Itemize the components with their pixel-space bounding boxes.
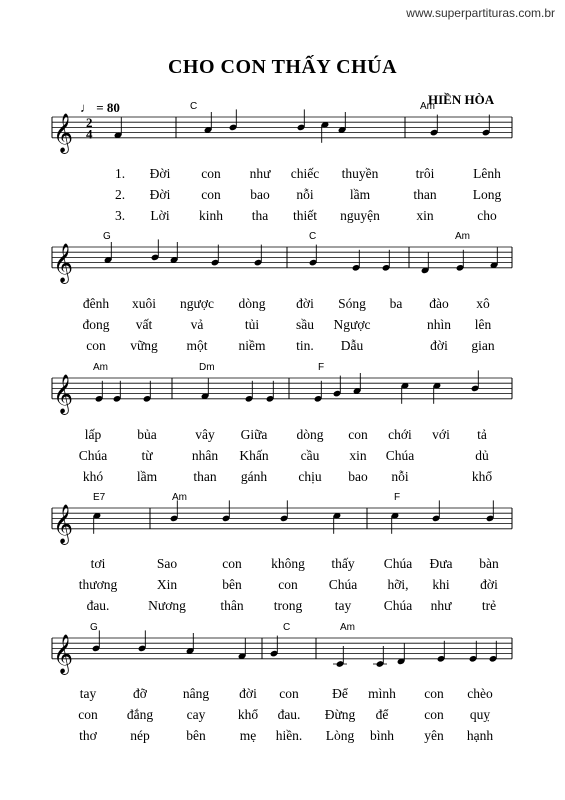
lyric-syllable: chiếc [290,166,320,181]
lyric-syllable: bủa [137,427,157,442]
lyric-syllable: tin. [296,338,314,353]
lyric-syllable: nỗi [296,187,314,202]
lyric-syllable: Xin [156,577,178,592]
chord-symbol: Am [340,622,355,633]
lyric-syllable: dủ [475,448,489,463]
lyric-syllable: bình [369,728,395,743]
lyric-syllable: mình [368,686,396,701]
lyric-syllable: đào [429,296,449,311]
lyric-syllable: Ngược [333,317,371,332]
lyric-syllable: đắng [126,707,154,722]
lyric-syllable: yên [424,728,444,743]
lyric-syllable: vững [130,338,158,353]
lyric-syllable: vây [195,427,215,442]
lyric-syllable: trong [273,598,303,613]
lyric-syllable: thân [220,598,244,613]
lyric-syllable: con [348,427,368,442]
lyric-syllable: bao [348,469,368,484]
lyric-syllable: nâng [182,686,210,701]
lyric-syllable: với [432,427,450,442]
lyric-syllable: hỡi, [387,577,409,592]
lyric-syllable: đời [296,296,314,311]
lyric-syllable: để [375,707,389,722]
lyric-syllable: cầu [300,448,320,463]
lyric-syllable: trôi [415,166,435,181]
chord-symbol: C [283,622,291,633]
lyric-syllable: ba [389,296,403,311]
lyric-syllable: Sóng [338,296,366,311]
chord-symbol: F [394,492,401,503]
lyric-syllable: bàn [479,556,499,571]
lyric-syllable: sầu [296,317,314,332]
lyric-syllable: tủi [244,317,260,332]
tempo-value: = 80 [96,100,120,115]
lyric-syllable: xin [416,208,434,223]
lyric-syllable: xuôi [131,296,157,311]
lyric-syllable: tay [79,686,97,701]
lyric-syllable: than [413,187,437,202]
lyric-syllable: dòng [296,427,324,442]
lyric-syllable: đau. [277,707,301,722]
lyric-syllable: con [278,577,298,592]
lyric-syllable: cho [477,208,497,223]
lyric-syllable: Chúa [78,448,108,463]
lyric-syllable: đênh [82,296,110,311]
lyric-syllable: con [78,707,98,722]
lyric-syllable: 1. [114,166,126,181]
lyric-syllable: hạnh [466,728,494,743]
lyric-syllable: trẻ [481,598,497,613]
lyric-syllable: quỵ [469,707,491,722]
lyric-syllable: Nương [148,598,186,613]
lyric-syllable: nguyện [340,208,380,223]
lyric-syllable: vất [135,317,153,332]
lyric-syllable: con [86,338,106,353]
lyric-syllable: than [193,469,217,484]
chord-symbol: C [190,101,198,112]
lyric-syllable: khổ [471,469,493,484]
lyric-syllable: nhìn [426,317,452,332]
lyric-syllable: khó [82,469,104,484]
lyric-syllable: nỗi [391,469,409,484]
lyric-syllable: Lời [150,208,170,223]
lyric-syllable: tha [251,208,269,223]
composer-name: HIỀN HÒA [428,92,495,107]
time-signature-top: 2 [86,114,93,130]
treble-clef-icon: 𝄞 [53,112,74,153]
lyric-syllable: tả [477,427,487,442]
lyric-syllable: Chúa [328,577,358,592]
lyric-syllable: Đưa [429,556,453,571]
lyric-syllable: 2. [114,187,126,202]
lyric-syllable: Khấn [239,448,269,463]
lyric-syllable: bao [250,187,270,202]
chord-symbol: Am [420,101,435,112]
lyric-syllable: con [424,707,444,722]
lyric-syllable: khổ [237,707,259,722]
lyric-syllable: một [186,338,208,353]
lyric-syllable: đỡ [133,686,147,701]
lyric-syllable: nhân [191,448,219,463]
treble-clef-icon: 𝄞 [53,373,74,414]
quarter-note-icon: ♩ [80,100,93,115]
lyric-syllable: Chúa [383,556,413,571]
lyric-syllable: Chúa [383,598,413,613]
chord-symbol: G [90,622,98,633]
song-title: CHO CON THẤY CHÚA [167,56,398,78]
lyric-syllable: tơi [90,556,106,571]
lyric-syllable: lấp [84,427,102,442]
lyric-syllable: ngược [180,296,214,311]
lyric-syllable: niềm [238,338,266,353]
lyric-syllable: đau. [86,598,110,613]
lyric-syllable: lầm [349,187,371,202]
lyric-syllable: nép [130,728,150,743]
lyric-syllable: con [279,686,299,701]
lyric-syllable: gánh [240,469,268,484]
lyric-syllable: cay [186,707,206,722]
lyric-syllable: xin [349,448,367,463]
lyric-syllable: thơ [79,728,97,743]
website-watermark: www.superpartituras.com.br [406,6,555,20]
lyric-syllable: mẹ [239,728,257,743]
lyric-syllable: xô [476,296,490,311]
lyric-syllable: bên [186,728,206,743]
lyric-syllable: vả [190,317,204,332]
lyric-syllable: chới [388,427,412,442]
lyric-syllable: Để [332,686,348,701]
lyric-syllable: chèo [467,686,493,701]
lyric-syllable: từ [141,448,153,463]
lyric-syllable: Dẫu [340,338,364,353]
lyric-syllable: hiền. [275,728,303,743]
lyric-syllable: Long [472,187,502,202]
lyric-syllable: con [424,686,444,701]
lyric-syllable: thương [78,577,118,592]
chord-symbol: C [309,231,317,242]
lyric-syllable: con [222,556,242,571]
lyric-syllable: tay [334,598,352,613]
lyric-syllable: như [249,166,271,181]
lyric-syllable: đời [430,338,448,353]
lyric-syllable: Đời [149,187,171,202]
time-signature-bottom: 4 [86,126,93,142]
lyric-syllable: lầm [136,469,158,484]
lyric-syllable: con [201,166,221,181]
chord-symbol: Am [455,231,470,242]
lyric-syllable: chịu [298,469,322,484]
treble-clef-icon: 𝄞 [53,242,74,283]
lyric-syllable: dòng [238,296,266,311]
chord-symbol: G [103,231,111,242]
lyric-syllable: đời [480,577,498,592]
lyric-syllable: thiết [293,208,317,223]
treble-clef-icon: 𝄞 [53,633,74,674]
lyric-syllable: không [271,556,305,571]
chord-symbol: Am [172,492,187,503]
lyric-syllable: đong [82,317,110,332]
lyric-syllable: gian [471,338,495,353]
lyric-syllable: như [430,598,452,613]
chord-symbol: F [318,362,325,373]
lyric-syllable: Sao [156,556,178,571]
treble-clef-icon: 𝄞 [53,503,74,544]
lyric-syllable: 3. [114,208,126,223]
lyric-syllable: Đừng [324,707,356,722]
lyric-syllable: thấy [331,556,355,571]
lyric-syllable: đời [239,686,257,701]
lyric-syllable: thuyền [341,166,379,181]
chord-symbol: Dm [199,362,215,373]
lyric-syllable: Lênh [473,166,501,181]
lyric-syllable: Chúa [385,448,415,463]
lyric-syllable: lên [474,317,492,332]
lyric-syllable: Giữa [240,427,268,442]
lyric-syllable: bên [222,577,242,592]
lyric-syllable: Đời [149,166,171,181]
lyric-syllable: kinh [198,208,224,223]
lyric-syllable: khi [432,577,450,592]
chord-symbol: Am [93,362,108,373]
lyric-syllable: Lòng [325,728,355,743]
lyric-syllable: con [201,187,221,202]
chord-symbol: E7 [93,492,106,503]
